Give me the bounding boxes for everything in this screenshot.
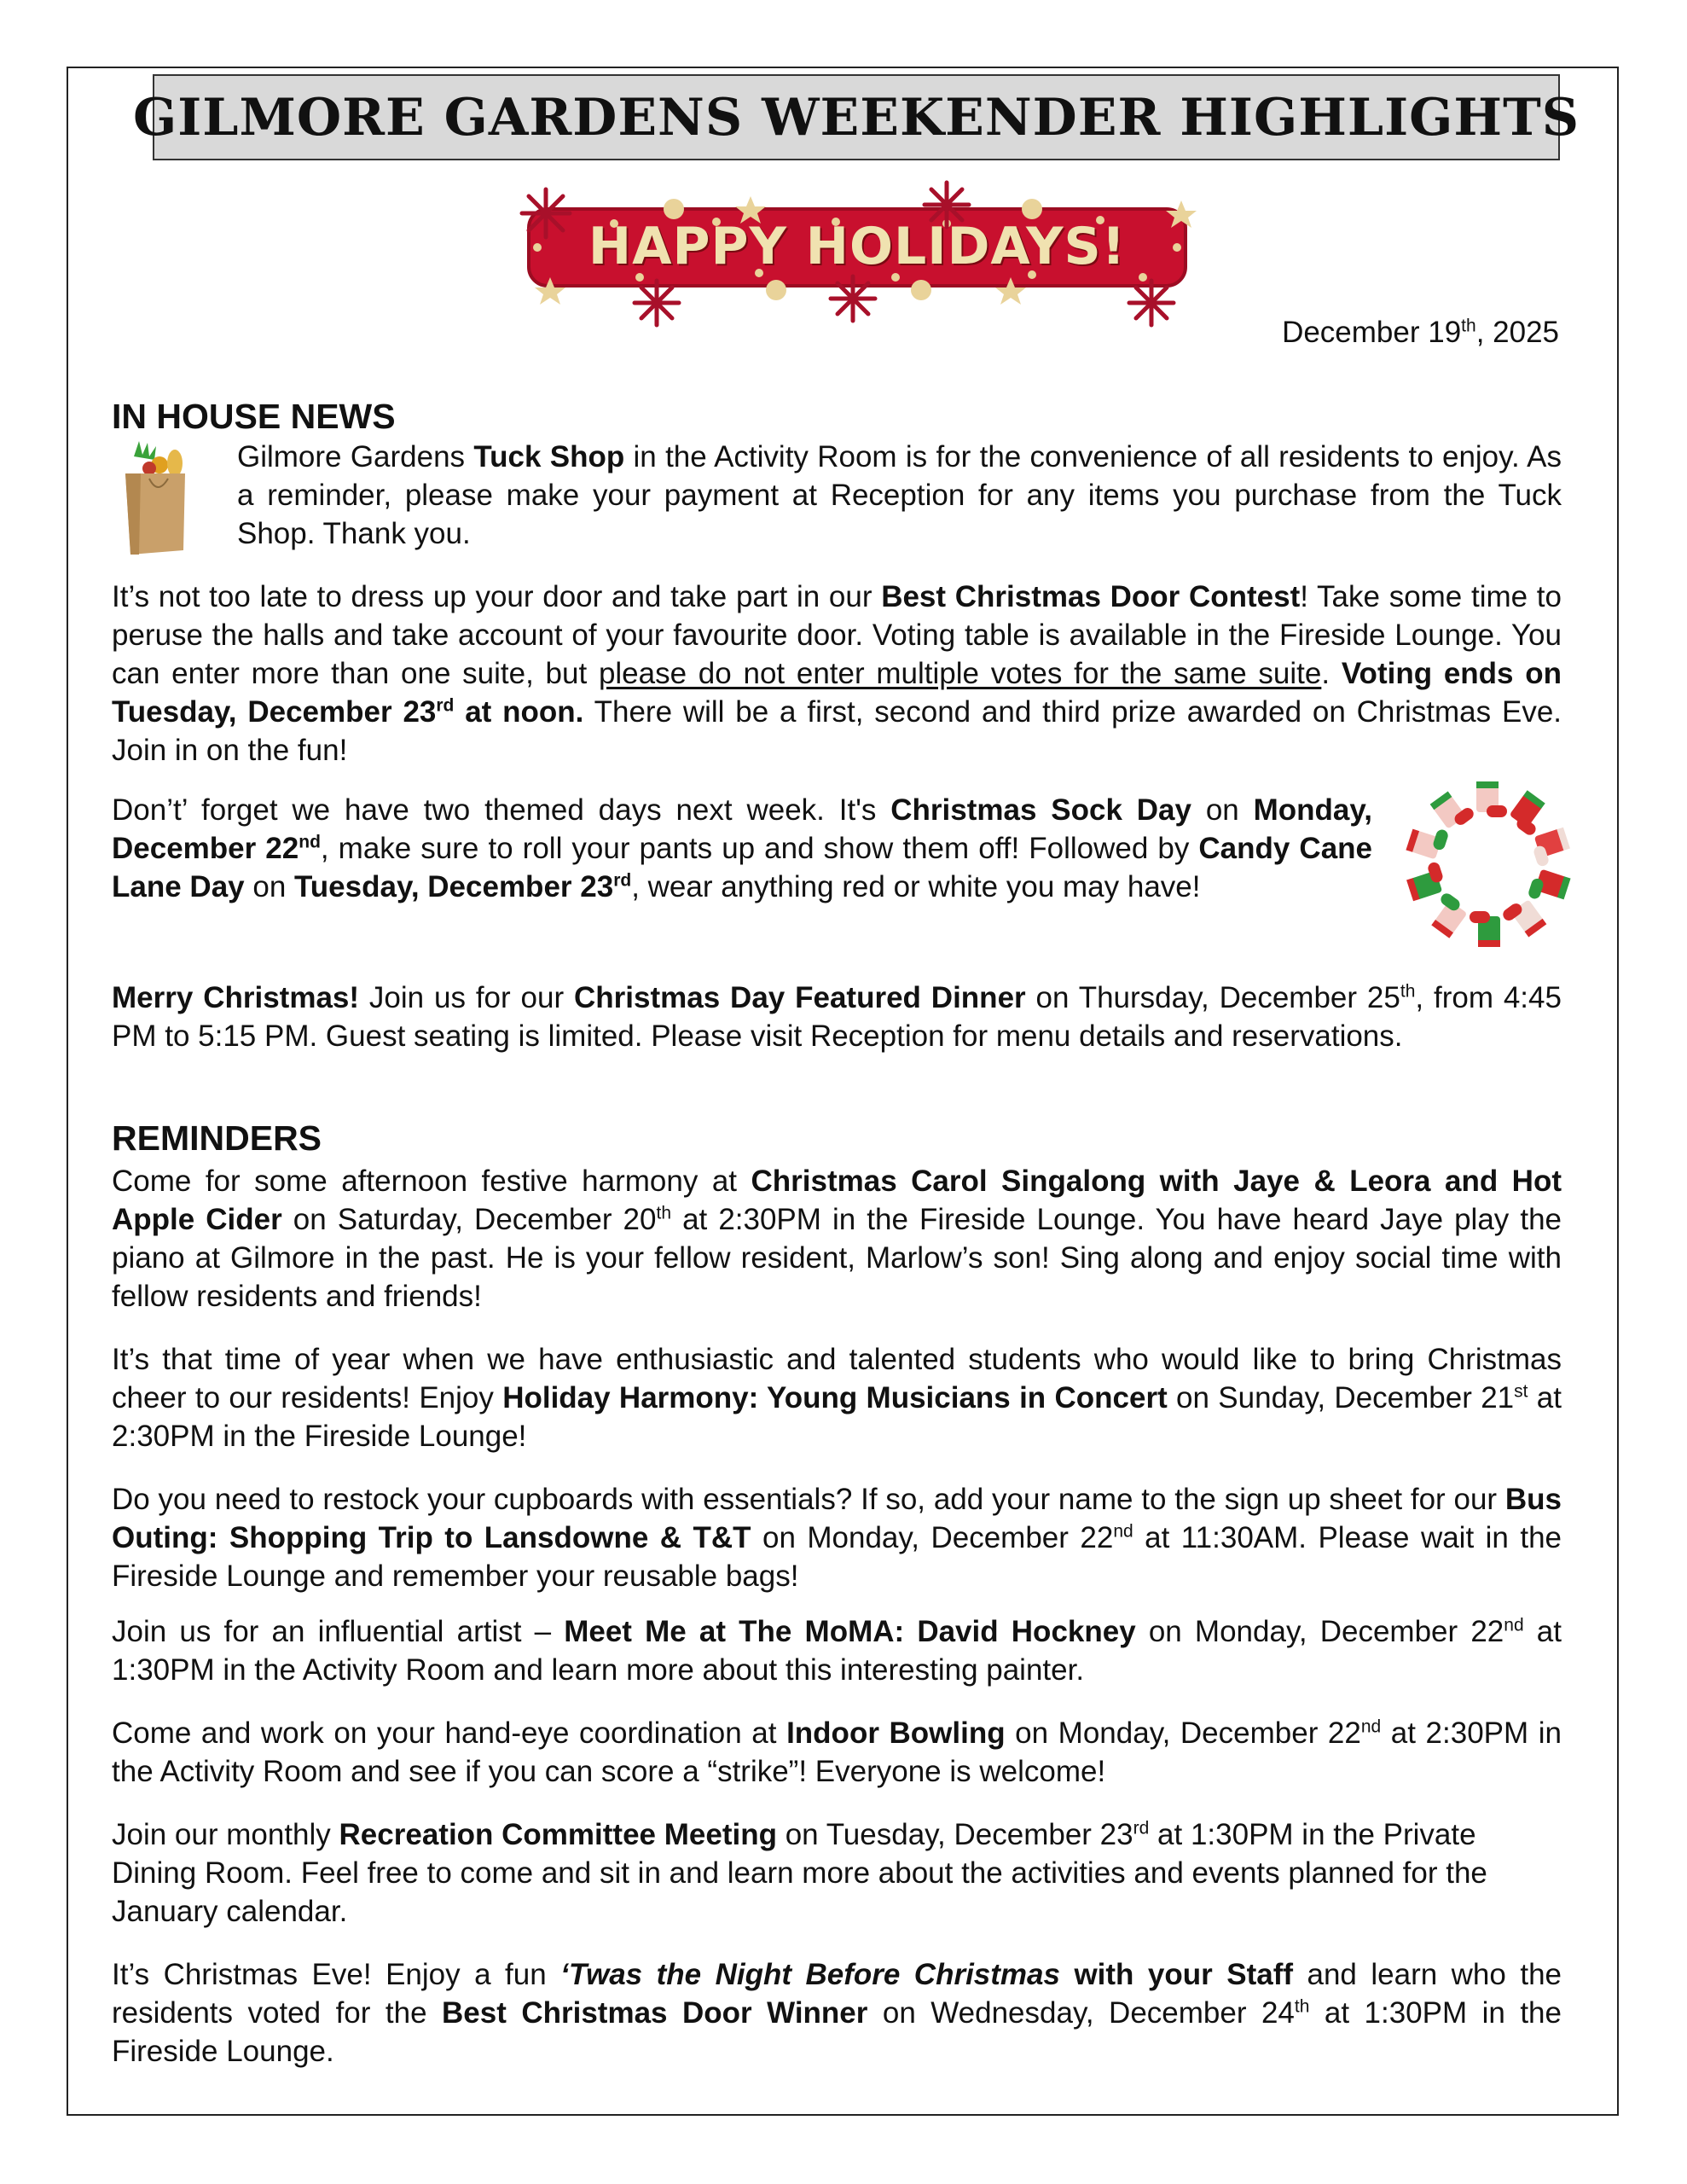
grocery-bag-icon [115,439,200,563]
text: at 11:30AM. Please wait in the Fireside Lounge and remember your reusable bags! [112,1521,1562,1593]
text: Do you need to restock your cupboards with essentials? If so, add your name to the sign up sheet for our [112,1483,1505,1516]
text: , from 4:45 PM to 5:15 PM. Guest seating is limited. Please visit Reception for menu details and reservations. [112,981,1562,1053]
tuck-shop-name: Tuck Shop [473,440,625,473]
dinner-name: Christmas Day Featured Dinner [574,981,1026,1014]
text: at 2:30PM in the Fireside Lounge. You have heard Jaye play the piano at Gilmore in the past. He is your fellow resident, Marlow’s son! Sing along and enjoy social time with fellow residents and friends! [112,1203,1562,1313]
text: on Sunday, December 21 [1167,1381,1515,1414]
ordinal: nd [1504,1615,1524,1635]
ordinal: th [1400,981,1416,1002]
event-name-italic: ‘Twas the Night Before Christmas [560,1958,1060,1991]
christmas-dinner-paragraph [112,979,1562,1055]
ordinal: th [656,1203,672,1223]
contest-name: Best Christmas Door Contest [881,580,1301,613]
text: at 2:30PM in the Activity Room and see if you can score a “strike”! Everyone is welcome! [112,1716,1562,1788]
merry-christmas: Merry Christmas! [112,981,360,1014]
event-name: Holiday Harmony: Young Musicians in Concert [502,1381,1168,1414]
reminder-item [112,1714,1562,1791]
in-house-news-heading: IN HOUSE NEWS [112,397,396,436]
ordinal: rd [613,870,632,891]
ordinal: rd [436,695,455,716]
event-name: with your Staff [1059,1958,1294,1991]
christmas-socks-wreath-icon [1394,772,1582,960]
event-name: Recreation Committee Meeting [339,1818,777,1851]
candy-cane-day-name: Candy Cane Lane Day [112,832,1373,903]
voting-time: at noon. [454,695,584,729]
text: on [1191,793,1254,827]
sock-day-date: Monday, December 22 [112,793,1372,865]
text: It’s that time of year when we have enthusiastic and talented students who would like to bring Christmas cheer to our residents! Enjoy [112,1343,1562,1414]
page-frame [67,67,1619,2116]
voting-rule: please do not enter multiple votes for the same suite [598,657,1322,690]
date-year: , 2025 [1475,316,1559,349]
issue-date [1282,316,1559,350]
door-contest-paragraph [112,578,1562,770]
reminders-heading: REMINDERS [112,1118,322,1158]
text: Join us for an influential artist – [112,1615,565,1648]
text: on Monday, December 22 [1005,1716,1361,1750]
text: , make sure to roll your pants up and show them off! Followed by [320,832,1199,865]
reminder-item [112,1815,1519,1931]
reminder-item [112,1162,1562,1316]
title-box [132,74,1580,160]
text: at 1:30PM in the Private Dining Room. Feel free to come and sit in and learn more about the activities and events planned for the January calendar. [112,1818,1487,1928]
ordinal: nd [1360,1716,1382,1737]
ordinal: nd [1113,1521,1133,1542]
event-name: Meet Me at The MoMA: David Hockney [564,1615,1136,1648]
text: on Wednesday, December 24 [867,1996,1295,2030]
text: on Thursday, December 25 [1025,981,1400,1014]
text: at 2:30PM in the Fireside Lounge! [112,1381,1562,1453]
themed-days-paragraph [112,791,1372,906]
reminder-item [112,1480,1562,1595]
text: Gilmore Gardens [237,440,474,473]
text: , wear anything red or white you may have! [631,870,1201,903]
event-name: Christmas Carol Singalong with Jaye & Leora and Hot Apple Cider [112,1165,1562,1236]
text: on [244,870,295,903]
reminder-item [112,1340,1562,1455]
date-sup: th [1461,316,1476,336]
text: ! Take some time to peruse the halls and take account of your favourite door. Voting table is available in the Fireside Lounge. You can enter more than one suite, but [112,580,1562,690]
tuck-shop-paragraph [237,438,1562,553]
text: and learn who the residents voted for the [112,1958,1562,2030]
event-name: Bus Outing: Shopping Trip to Lansdowne & T&T [112,1483,1562,1554]
text: It’s not too late to dress up your door and take part in our [112,580,882,613]
text: in the Activity Room is for the convenience of all residents to enjoy. As a reminder, please make your payment at Reception for any items you purchase from the Tuck Shop. Thank you. [237,440,1562,550]
ordinal: nd [299,832,321,852]
happy-holidays-banner [503,171,1211,328]
text: Join us for our [359,981,574,1014]
event-name: Indoor Bowling [786,1716,1006,1750]
text: . [1321,657,1342,690]
text: at 1:30PM in the Fireside Lounge. [112,1996,1562,2068]
text: There will be a first, second and third prize awarded on Christmas Eve. Join in on the fun! [112,695,1562,767]
reminder-item [112,1612,1562,1689]
text: at 1:30PM in the Activity Room and learn more about this interesting painter. [112,1615,1562,1687]
text: on Monday, December 22 [1135,1615,1504,1648]
text: Don’t’ forget we have two themed days next week. It's [112,793,891,827]
ordinal: st [1514,1381,1528,1402]
text: It’s Christmas Eve! Enjoy a fun [112,1958,561,1991]
candy-cane-day-date: Tuesday, December 23 [294,870,614,903]
text: Join our monthly [112,1818,339,1851]
ordinal: rd [1133,1818,1150,1838]
voting-deadline: Voting ends on Tuesday, December 23 [112,657,1562,729]
text: on Monday, December 22 [751,1521,1114,1554]
text: Come for some afternoon festive harmony at [112,1165,751,1198]
text: Come and work on your hand-eye coordination at [112,1716,787,1750]
sock-day-name: Christmas Sock Day [890,793,1191,827]
winner-event-name: Best Christmas Door Winner [442,1996,868,2030]
ordinal: th [1294,1996,1310,2017]
reminder-item [112,1955,1562,2071]
banner-text: HAPPY HOLIDAYS! [588,217,1127,276]
date-text: December 19 [1282,316,1462,349]
text: on Saturday, December 20 [281,1203,657,1236]
text: on Tuesday, December 23 [776,1818,1133,1851]
page-title: GILMORE GARDENS WEEKENDER HIGHLIGHTS [132,87,1580,148]
